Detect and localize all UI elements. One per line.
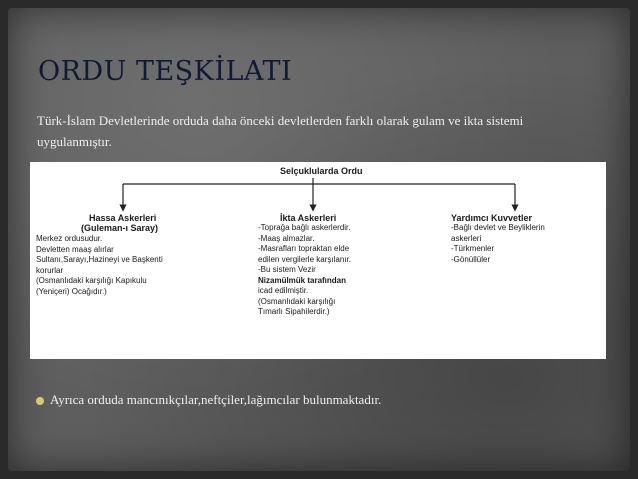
column-line: -Maaş almazlar.	[258, 233, 315, 243]
column-line: -Bu sistem Vezir	[258, 265, 316, 274]
column-line: -Gönüllüler	[451, 254, 491, 264]
column-ikta	[258, 213, 438, 318]
column-line: icad edilmiştir.	[258, 286, 309, 295]
column-line: (Osmanlıdaki karşılığı Kapıkulu	[36, 276, 147, 285]
column-heading: Hassa Askerleri	[89, 213, 157, 223]
column-line: (Yeniçeri) Ocağıdır.)	[36, 286, 107, 296]
intro-text: Türk-İslam Devletlerinde orduda daha önceki devletlerden farklı olarak gulam ve ikta sistemi uygulanmıştır.	[37, 113, 524, 149]
column-subheading: (Guleman-ı Saray)	[81, 223, 159, 233]
column-line: (Osmanlıdaki karşılığı	[258, 296, 336, 306]
column-line: Sultanı,Sarayı,Hazineyi ve Başkenti	[36, 255, 163, 264]
column-heading: Yardımcı Kuvvetler	[451, 213, 533, 223]
org-chart	[30, 162, 606, 359]
column-line: Devletten maaş alırlar	[36, 244, 114, 254]
column-line: -Toprağa bağlı askerlerdir.	[258, 223, 351, 232]
org-root-label: Selçuklularda Ordu	[280, 166, 363, 176]
bullet-dot-icon	[36, 397, 44, 405]
column-line: askerleri	[451, 233, 482, 243]
column-line: edilen vergilerle karşılanır.	[258, 254, 351, 264]
column-line: korurlar	[36, 265, 64, 275]
column-line: Merkez ordusudur.	[36, 234, 103, 243]
bullet-item	[36, 392, 616, 408]
column-line: -Bağlı devlet ve Beyliklerin	[451, 223, 545, 232]
column-line: Nizamülmük tarafından	[258, 275, 347, 285]
column-line: -Türkmenler	[451, 244, 495, 253]
slide-title: ORDU TEŞKİLATI	[38, 56, 293, 87]
column-hassa	[36, 213, 246, 297]
column-yardimci	[451, 213, 601, 265]
column-line: -Masrafları topraktan elde	[258, 244, 350, 253]
bullet-text: Ayrıca orduda mancınıkçılar,neftçiler,lağımcılar bulunmaktadır.	[50, 392, 382, 407]
column-line: Tımarlı Sipahilerdir.)	[258, 307, 330, 316]
column-heading: İkta Askerleri	[280, 213, 337, 223]
